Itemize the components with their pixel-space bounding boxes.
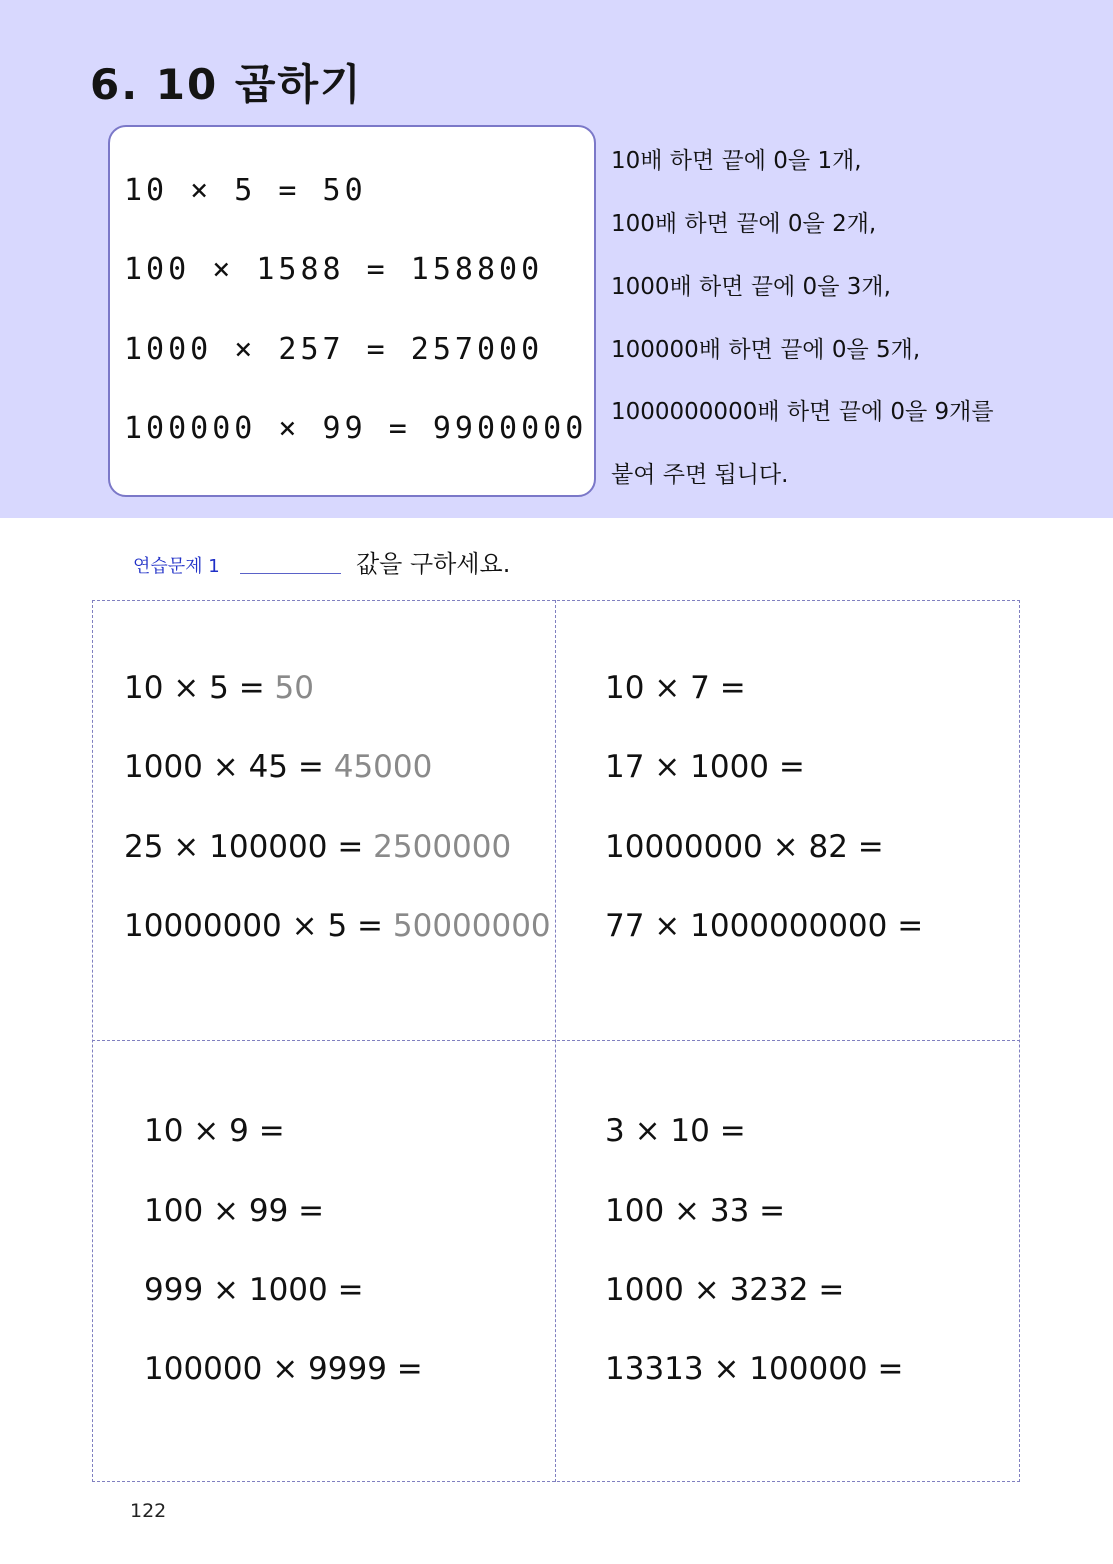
problem-answer: 50000000 (392, 908, 551, 944)
problem-question: 10000000 × 5 = (124, 908, 393, 944)
example-box (108, 125, 596, 497)
rule-line-2: 100배 하면 끝에 0을 2개, (611, 211, 877, 237)
example-line-4: 100000 × 99 = 9900000 (124, 411, 588, 446)
problem-q3-2: 100 × 99 = (144, 1193, 325, 1229)
answer-blank (240, 573, 341, 574)
problem-q3-1: 10 × 9 = (144, 1113, 285, 1149)
page-number: 122 (130, 1500, 167, 1522)
problem-q1-3 (124, 829, 511, 865)
rule-line-4: 100000배 하면 끝에 0을 5개, (611, 337, 921, 363)
problem-q4-1: 3 × 10 = (605, 1113, 746, 1149)
problem-q4-2: 100 × 33 = (605, 1193, 786, 1229)
example-line-3: 1000 × 257 = 257000 (124, 332, 544, 367)
problem-q2-2: 17 × 1000 = (605, 749, 805, 785)
rule-line-1: 10배 하면 끝에 0을 1개, (611, 148, 862, 174)
example-line-2: 100 × 1588 = 158800 (124, 252, 544, 287)
problem-answer: 2500000 (373, 829, 512, 865)
example-line-1: 10 × 5 = 50 (124, 173, 367, 208)
problem-question: 25 × 100000 = (124, 829, 374, 865)
practice-instruction: 값을 구하세요. (356, 550, 511, 578)
rule-line-3: 1000배 하면 끝에 0을 3개, (611, 274, 891, 300)
problem-question: 10 × 5 = (124, 670, 275, 706)
problem-q3-4: 100000 × 9999 = (144, 1351, 423, 1387)
problem-answer: 50 (274, 670, 314, 706)
problem-q2-3: 10000000 × 82 = (605, 829, 884, 865)
problem-q3-3: 999 × 1000 = (144, 1272, 364, 1308)
problem-q4-3: 1000 × 3232 = (605, 1272, 845, 1308)
problem-grid (92, 600, 1020, 1482)
practice-label: 연습문제 1 (133, 556, 220, 577)
grid-divider-vertical (555, 600, 556, 1482)
problem-question: 1000 × 45 = (124, 749, 334, 785)
page-title: 6. 10 곱하기 (90, 60, 363, 109)
rule-line-6: 붙여 주면 됩니다. (611, 462, 789, 488)
problem-q2-4: 77 × 1000000000 = (605, 908, 924, 944)
problem-q1-2 (124, 749, 432, 785)
rule-line-5: 1000000000배 하면 끝에 0을 9개를 (611, 399, 994, 425)
problem-q1-1 (124, 670, 314, 706)
problem-q1-4 (124, 908, 551, 944)
grid-divider-horizontal (92, 1040, 1020, 1041)
problem-q2-1: 10 × 7 = (605, 670, 746, 706)
problem-answer: 45000 (333, 749, 433, 785)
problem-q4-4: 13313 × 100000 = (605, 1351, 904, 1387)
